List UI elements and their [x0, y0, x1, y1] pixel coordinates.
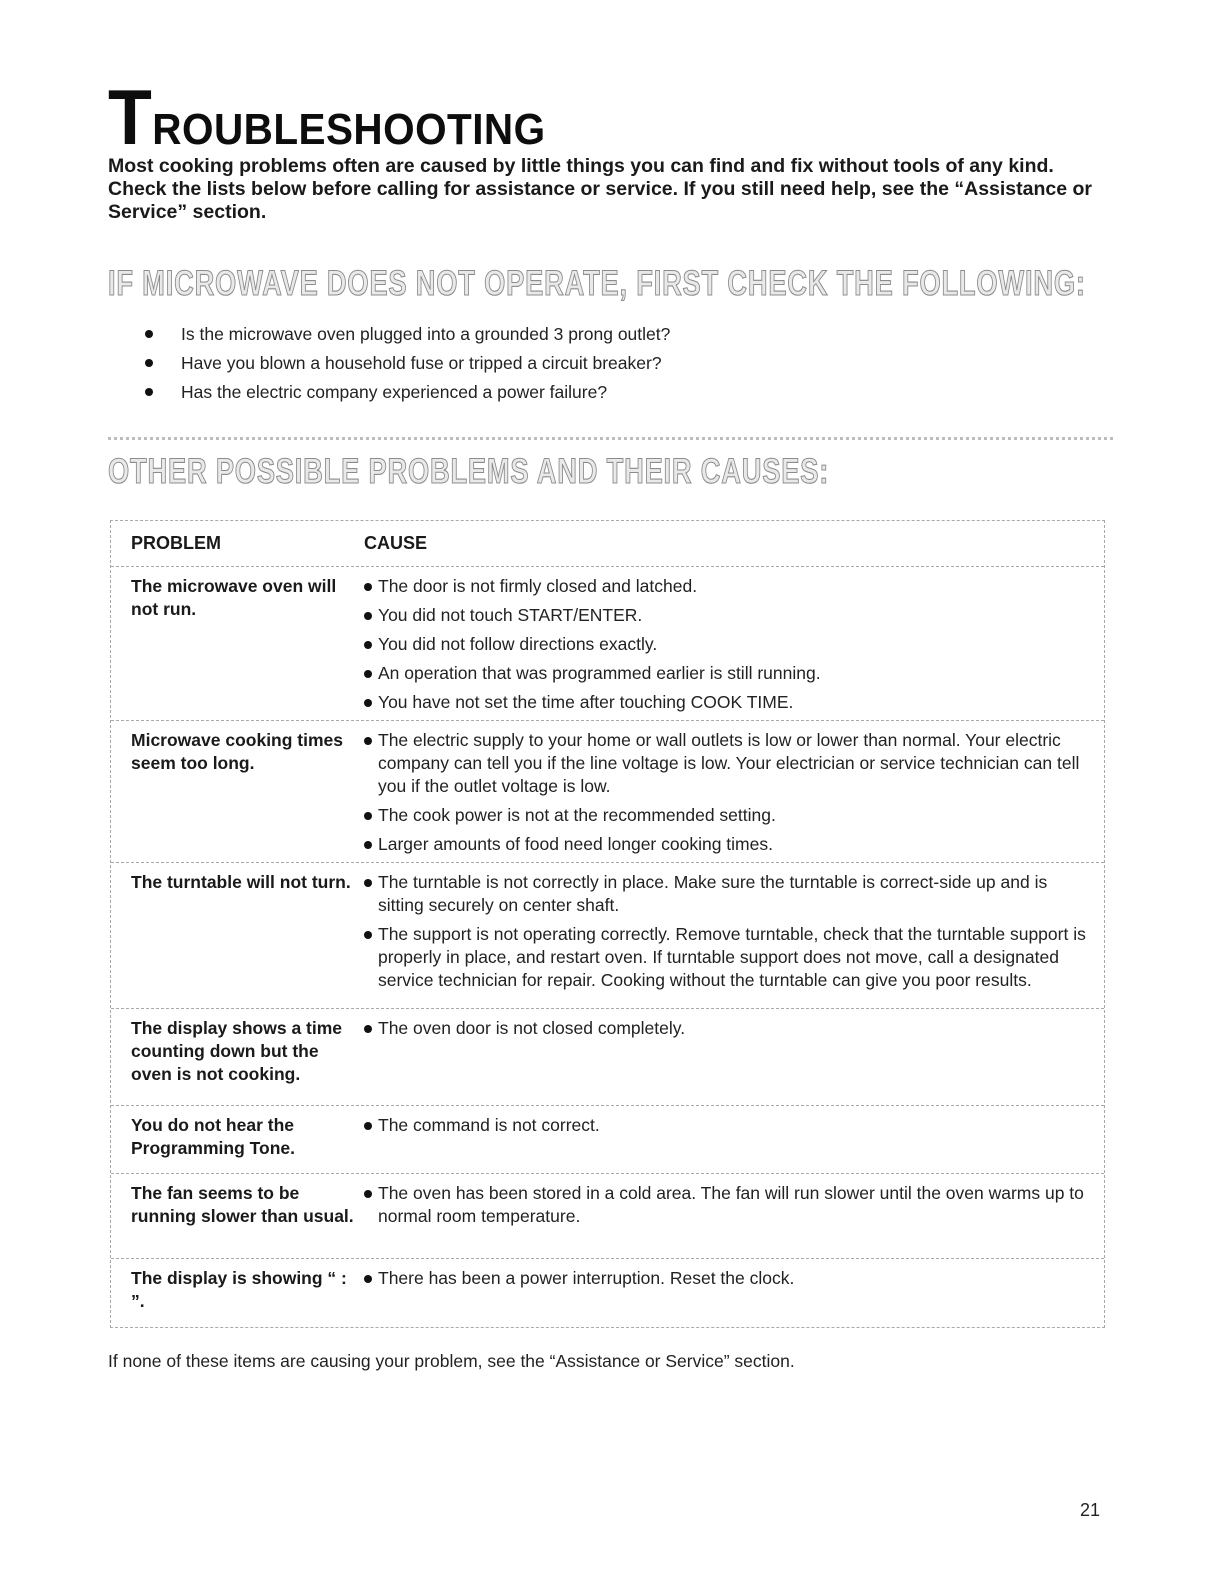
problem-cell: You do not hear the Programming Tone.: [131, 1115, 295, 1158]
bullet-icon: [364, 1190, 372, 1198]
section-heading-other-problems: OTHER POSSIBLE PROBLEMS AND THEIR CAUSES:: [108, 452, 830, 491]
table-row: [111, 721, 1104, 863]
cause-cell: [364, 1174, 1104, 1258]
column-header-problem: PROBLEM: [131, 533, 221, 553]
cause-text: You have not set the time after touching COOK TIME.: [378, 692, 794, 712]
list-item-text: Is the microwave oven plugged into a grounded 3 prong outlet?: [181, 324, 671, 344]
table-header-row: [111, 521, 1104, 567]
cause-text: The turntable is not correctly in place. Make sure the turntable is correct-side up and is sitting securely on center shaft.: [378, 872, 1048, 915]
cause-text: The electric supply to your home or wall outlets is low or lower than normal. Your electric company can tell you if the line voltage is low. Your electrician or service technician can tell you if the outlet voltage is low.: [378, 730, 1080, 796]
problem-cell: The display is showing “ : ”.: [131, 1268, 347, 1311]
cause-cell: [364, 567, 1104, 720]
cause-cell: [364, 1106, 1104, 1173]
bullet-icon: [364, 1122, 372, 1130]
cause-cell: [364, 1259, 1104, 1327]
problem-cell: Microwave cooking times seem too long.: [131, 730, 344, 773]
list-item: [145, 349, 670, 378]
table-row: [111, 1174, 1104, 1259]
cause-item: [364, 691, 1094, 714]
footer-note: If none of these items are causing your problem, see the “Assistance or Service” section.: [108, 1351, 795, 1371]
bullet-icon: [364, 583, 372, 591]
list-item: [145, 320, 670, 349]
cause-text: The cook power is not at the recommended setting.: [378, 805, 776, 825]
cause-item: [364, 604, 1094, 627]
cause-item: [364, 1017, 1094, 1040]
cause-text: The oven has been stored in a cold area. The fan will run slower until the oven warms up to normal room temperature.: [378, 1183, 1084, 1226]
bullet-icon: [364, 812, 372, 820]
bullet-icon: [364, 641, 372, 649]
cause-text: You did not follow directions exactly.: [378, 634, 658, 654]
bullet-icon: [145, 359, 153, 367]
cause-text: Larger amounts of food need longer cooking times.: [378, 834, 773, 854]
bullet-icon: [364, 879, 372, 887]
bullet-icon: [364, 1275, 372, 1283]
cause-text: The command is not correct.: [378, 1115, 600, 1135]
cause-text: The door is not firmly closed and latched.: [378, 576, 698, 596]
cause-item: [364, 1182, 1094, 1228]
table-row: [111, 1259, 1104, 1327]
cause-item: [364, 575, 1094, 598]
cause-text: There has been a power interruption. Reset the clock.: [378, 1268, 795, 1288]
problem-cell: The fan seems to be running slower than usual.: [131, 1183, 354, 1226]
cause-text: The oven door is not closed completely.: [378, 1018, 686, 1038]
bullet-icon: [364, 670, 372, 678]
cause-text: The support is not operating correctly. Remove turntable, check that the turntable support is properly in place, and restart oven. If turntable support does not move, call a designated service technician for repair. Cooking without the turntable can give you poor results.: [378, 924, 1086, 990]
cause-item: [364, 662, 1094, 685]
cause-cell: [364, 1009, 1104, 1105]
cause-cell: [364, 863, 1104, 1008]
problem-cell: The turntable will not turn.: [131, 872, 351, 892]
cause-cell: [364, 721, 1104, 862]
cause-text: You did not touch START/ENTER.: [378, 605, 643, 625]
list-item: [145, 378, 670, 407]
list-item-text: Has the electric company experienced a power failure?: [181, 382, 608, 402]
bullet-icon: [364, 699, 372, 707]
bullet-icon: [145, 388, 153, 396]
cause-item: [364, 1114, 1094, 1137]
bullet-icon: [364, 931, 372, 939]
table-row: [111, 1106, 1104, 1174]
cause-item: [364, 1267, 1094, 1290]
cause-item: [364, 633, 1094, 656]
intro-paragraph: Most cooking problems often are caused by little things you can find and fix without tools of any kind. Check the lists below before calling for assistance or service. If you still need help, see the “Assistance or Service” section.: [108, 155, 1093, 223]
bullet-icon: [364, 737, 372, 745]
column-header-cause: CAUSE: [364, 533, 428, 553]
bullet-icon: [145, 330, 153, 338]
section-divider: [108, 437, 1113, 440]
cause-item: [364, 923, 1094, 992]
bullet-icon: [364, 612, 372, 620]
cause-text: An operation that was programmed earlier is still running.: [378, 663, 821, 683]
page-number: 21: [1080, 1500, 1101, 1520]
title-initial: T: [108, 73, 153, 161]
cause-item: [364, 804, 1094, 827]
bullet-icon: [364, 841, 372, 849]
list-item-text: Have you blown a household fuse or tripped a circuit breaker?: [181, 353, 662, 373]
title-rest: ROUBLESHOOTING: [152, 105, 546, 154]
troubleshooting-table: [110, 520, 1105, 1328]
first-check-list: [145, 320, 670, 407]
problem-cell: The display shows a time counting down but the oven is not cooking.: [131, 1018, 343, 1084]
cause-item: [364, 871, 1094, 917]
table-row: [111, 1009, 1104, 1106]
table-row: [111, 863, 1104, 1009]
bullet-icon: [364, 1025, 372, 1033]
cause-item: [364, 729, 1094, 798]
problem-cell: The microwave oven will not run.: [131, 576, 337, 619]
section-heading-first-check: IF MICROWAVE DOES NOT OPERATE, FIRST CHECK THE FOLLOWING:: [108, 264, 1086, 303]
table-row: [111, 567, 1104, 721]
cause-item: [364, 833, 1094, 856]
